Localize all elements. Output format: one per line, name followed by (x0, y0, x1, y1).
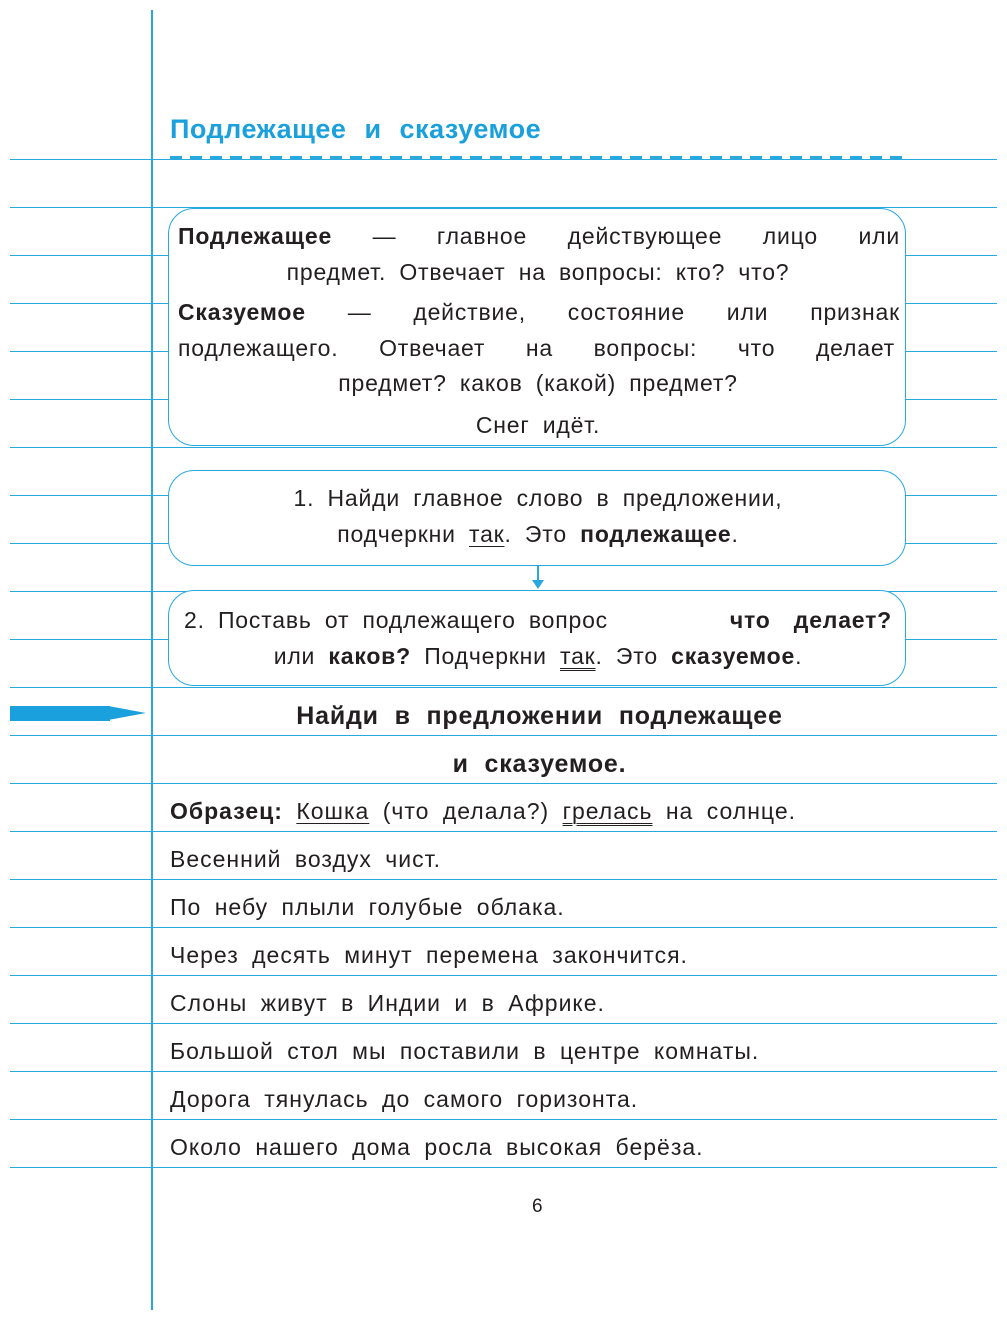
sample-subject: Кошка (296, 798, 370, 824)
step1-line2 (169, 521, 907, 548)
step2-text: 2. Поставь от подлежащего вопрос (184, 607, 608, 633)
sample-label: Образец: (170, 798, 283, 824)
ruled-line (10, 1119, 997, 1120)
step1-text: . Это (504, 521, 567, 547)
task-pointer-tip (108, 706, 146, 720)
exercise-sentence-3: Через десять минут перемена закончится. (170, 942, 688, 968)
sample-question: (что делала?) (382, 798, 550, 824)
subject-definition-text: — главное действующее лицо или (372, 223, 900, 249)
step2-text: . (795, 643, 803, 669)
predicate-definition-text: — действие, состояние или признак (347, 299, 900, 325)
ruled-line (10, 879, 997, 880)
arrow-down-icon (532, 580, 544, 589)
step2-bold-term: сказуемое (671, 643, 796, 669)
step2-text: . Это (595, 643, 658, 669)
ruled-line (10, 831, 997, 832)
ruled-line (10, 1023, 997, 1024)
step2-text: или (273, 643, 316, 669)
step2-bold-question: что делает? (729, 607, 892, 633)
page-number: 6 (532, 1196, 543, 1217)
sample-predicate: грелась (562, 798, 653, 824)
step1-bold-term: подлежащее (580, 521, 732, 547)
exercise-sentence-1: Весенний воздух чист. (170, 846, 441, 872)
ruled-line (10, 783, 997, 784)
sample-rest: на солнце. (665, 798, 797, 824)
rule-box (168, 208, 906, 446)
ruled-line (10, 447, 997, 448)
predicate-definition-line1 (178, 299, 900, 326)
predicate-definition-line2: подлежащего. Отвечает на вопросы: что делает (178, 335, 895, 361)
ruled-line (10, 1167, 997, 1168)
sample-sentence (170, 798, 796, 825)
task-pointer-icon (10, 706, 110, 721)
exercise-sentence-4: Слоны живут в Индии и в Африке. (170, 990, 605, 1016)
step2-text: Подчеркни (424, 643, 547, 669)
double-underline-example: так (560, 643, 596, 669)
ruled-line (10, 735, 997, 736)
step1-text: . (731, 521, 739, 547)
step2-box (168, 590, 906, 686)
step2-line2 (169, 643, 907, 670)
task-heading-line1: Найди в предложении подлежащее (296, 702, 783, 730)
ruled-line (10, 927, 997, 928)
page-title: Подлежащее и сказуемое (170, 114, 542, 144)
subject-term: Подлежащее (178, 223, 333, 249)
exercise-sentence-7: Около нашего дома росла высокая берёза. (170, 1134, 704, 1160)
title-dashed-underline (170, 156, 908, 160)
single-underline-example: так (469, 521, 505, 547)
ruled-line (10, 975, 997, 976)
step2-bold-question: каков? (328, 643, 411, 669)
rule-example: Снег идёт. (475, 412, 601, 438)
exercise-sentence-2: По небу плыли голубые облака. (170, 894, 565, 920)
subject-definition-line2: предмет. Отвечает на вопросы: кто? что? (286, 259, 790, 285)
task-heading-line2: и сказуемое. (452, 750, 627, 778)
predicate-term: Сказуемое (178, 299, 306, 325)
predicate-definition-line3: предмет? каков (какой) предмет? (338, 370, 738, 396)
step1-box (168, 470, 906, 566)
ruled-line (10, 687, 997, 688)
exercise-sentence-6: Дорога тянулась до самого горизонта. (170, 1086, 639, 1112)
subject-definition-line1 (178, 223, 900, 250)
margin-line (151, 10, 153, 1310)
step1-text: подчеркни (337, 521, 456, 547)
step1-line1: 1. Найди главное слово в предложении, (293, 485, 783, 511)
ruled-line (10, 1071, 997, 1072)
exercise-sentence-5: Большой стол мы поставили в центре комнаты. (170, 1038, 760, 1064)
step2-line1 (184, 607, 892, 634)
